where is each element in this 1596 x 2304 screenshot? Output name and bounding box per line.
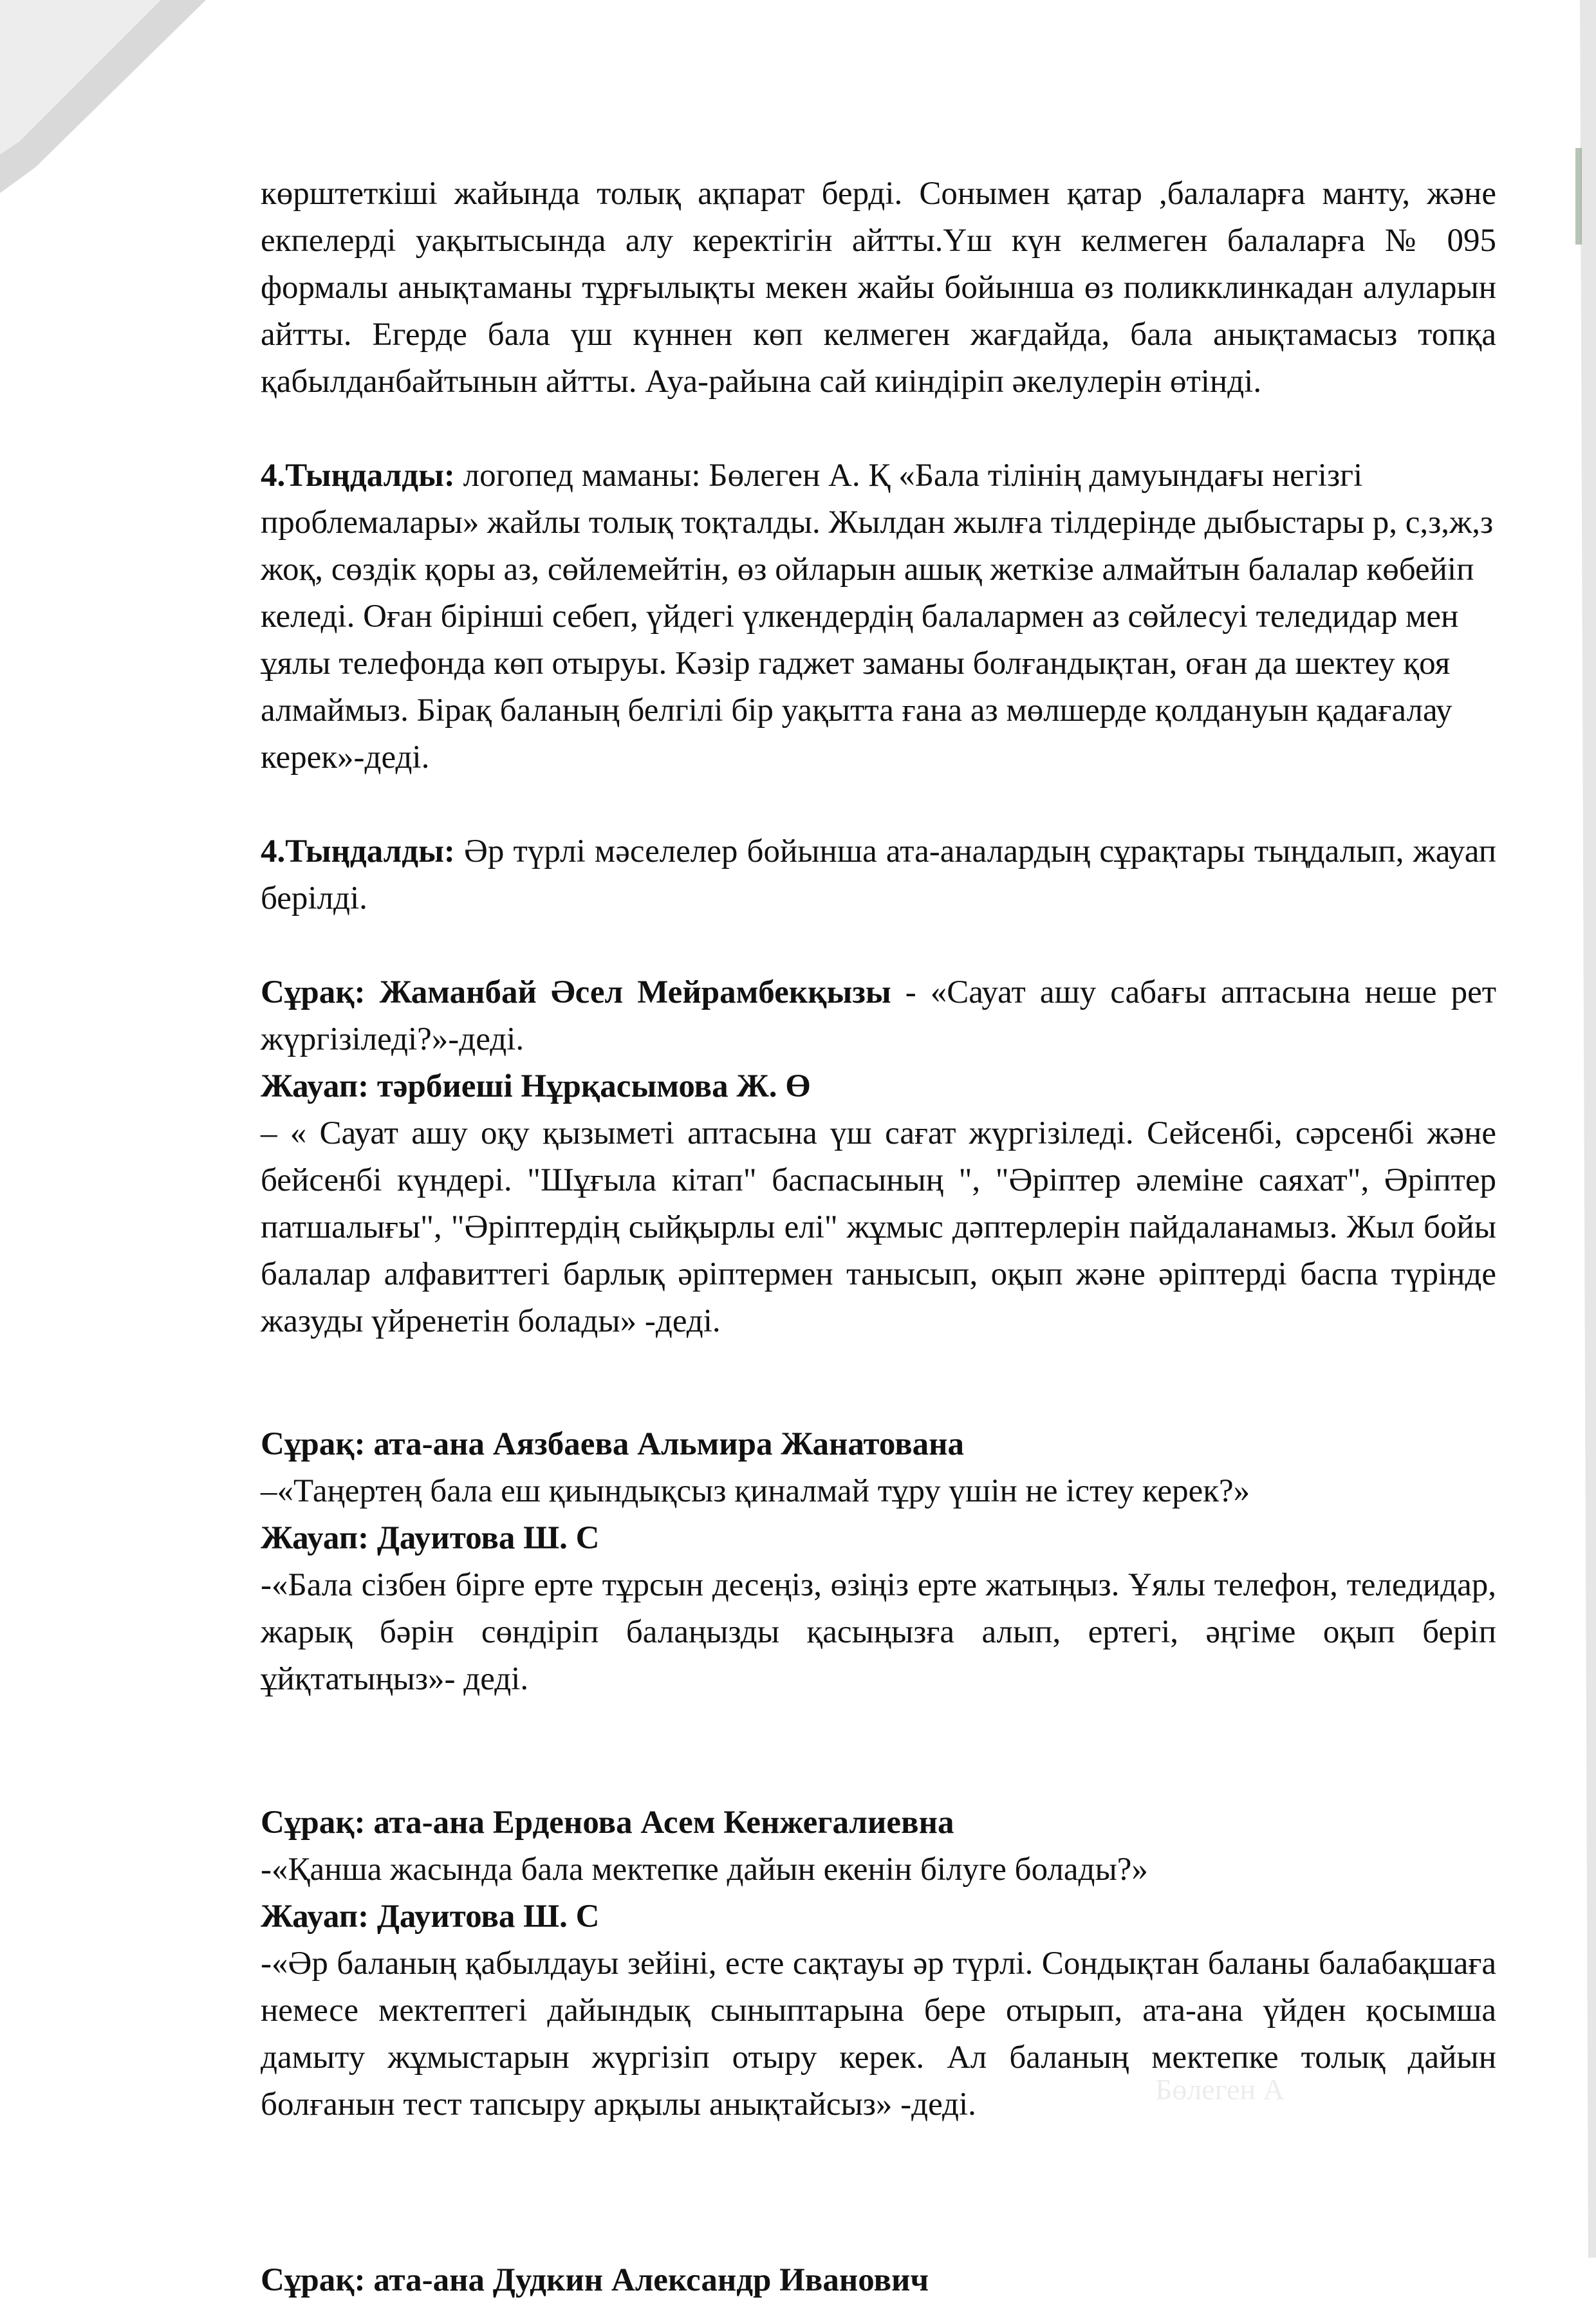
bleed-through-signature: Бөлеген А — [1155, 2073, 1285, 2106]
answer-label: Жауап: Дауитова Ш. С — [261, 1899, 600, 1935]
document-body — [261, 171, 1496, 2304]
answer-text: -«Бала сізбен бірге ерте тұрсын десеңіз, өзіңіз ерте жатыңыз. Ұялы телефон, теледидар, жарық бәрін сөндіріп балаңызды қасыңызға алып, ертегі, әңгіме оқып беріп ұйқтатыңыз»- деді. — [261, 1567, 1496, 1697]
question-text: - «Сауат ашу сабағы аптасына неше рет жүргізіледі?»-деді. — [261, 974, 1496, 1057]
item-label: 4.Тыңдалды: — [261, 833, 455, 869]
qa-block-1 — [261, 969, 1496, 1345]
answer-label: Жауап: тәрбиеші Нұрқасымова Ж. Ө — [261, 1068, 811, 1104]
item-4-speech-therapist — [261, 452, 1496, 781]
answer-label: Жауап: Дауитова Ш. С — [261, 1520, 600, 1556]
question — [261, 969, 1496, 1063]
intro-paragraph: көрштеткіші жайында толық ақпарат берді. Сонымен қатар ,балаларға манту, және екпелерді уақытысында алу керектігін айтты.Үш күн келмеген балаларға № 095 формалы анықтаманы тұрғылықты мекен жайы бойынша өз поликклинкадан алуларын айтты. Егерде бала үш күннен көп келмеген жағдайда, бала анықтамасыз топқа қабылданбайтынын айтты. Ауа-райына сай киіндіріп әкелулерін өтінді. — [261, 176, 1496, 400]
question-text: –«Таңертең бала еш қиындықсыз қиналмай тұру үшін не істеу керек?» — [261, 1473, 1250, 1509]
question-text: -«Қанша жасында бала мектепке дайын екенін білуге болады?» — [261, 1852, 1148, 1888]
qa-block-3 — [261, 1799, 1496, 2128]
last-question-label: Сұрақ: ата-ана Дудкин Александр Иванович — [261, 2262, 929, 2298]
qa-block-2 — [261, 1421, 1496, 1703]
question-label: Сұрақ: ата-ана Ерденова Асем Кенжегалиевна — [261, 1805, 954, 1841]
answer-text: – « Сауат ашу оқу қызыметі аптасына үш сағат жүргізіледі. Сейсенбі, сәрсенбі және бейсенбі күндері. "Шұғыла кітап" баспасының ", "Әріптер әлеміне саяхат", Әріптер патшалығы", "Әріптердің сыйқырлы елі" жұмыс дәптерлерін пайдаланамыз. Жыл бойы балалар алфавиттегі барлық әріптермен танысып, оқып және әріптерді баспа түрінде жазуды үйренетін болады» -деді. — [261, 1115, 1496, 1339]
question-label: Сұрақ: Жаманбай Әсел Мейрамбекқызы — [261, 974, 891, 1010]
item-text: Әр түрлі мәселелер бойынша ата-аналардың сұрақтары тыңдалып, жауап берілді. — [261, 833, 1496, 916]
item-text: логопед маманы: Бөлеген А. Қ «Бала тілінің дамуындағы негізгі проблемалары» жайлы толық тоқталды. Жылдан жылға тілдерінде дыбыстары р, с,з,ж,з жоқ, сөздік қоры аз, сөйлемейтін, өз ойларын ашық жеткізе алмайтын балалар көбейіп келеді. Оған бірінші себеп, үйдегі үлкендердің балалармен аз сөйлесуі теледидар мен ұялы телефонда көп отыруы. Кәзір гаджет заманы болғандықтан, оған да шектеу қоя алмаймыз. Бірақ баланың белгілі бір уақытта ғана аз мөлшерде қолдануын қадағалау керек»-деді. — [261, 458, 1494, 776]
item-4-parents-questions — [261, 828, 1496, 922]
answer-text: -«Әр баланың қабылдауы зейіні, есте сақтауы әр түрлі. Сондықтан баланы балабақшаға немесе мектептегі дайындық сыныптарына бере отырып, ата-ана үйден қосымша дамыту жұмыстарын жүргізіп отыру керек. Ал баланың мектепке толық дайын болғанын тест тапсыру арқылы анықтайсыз» -деді. — [261, 1946, 1496, 2123]
item-label: 4.Тыңдалды: — [261, 458, 455, 494]
question-label: Сұрақ: ата-ана Аязбаева Альмира Жанатована — [261, 1426, 965, 1462]
